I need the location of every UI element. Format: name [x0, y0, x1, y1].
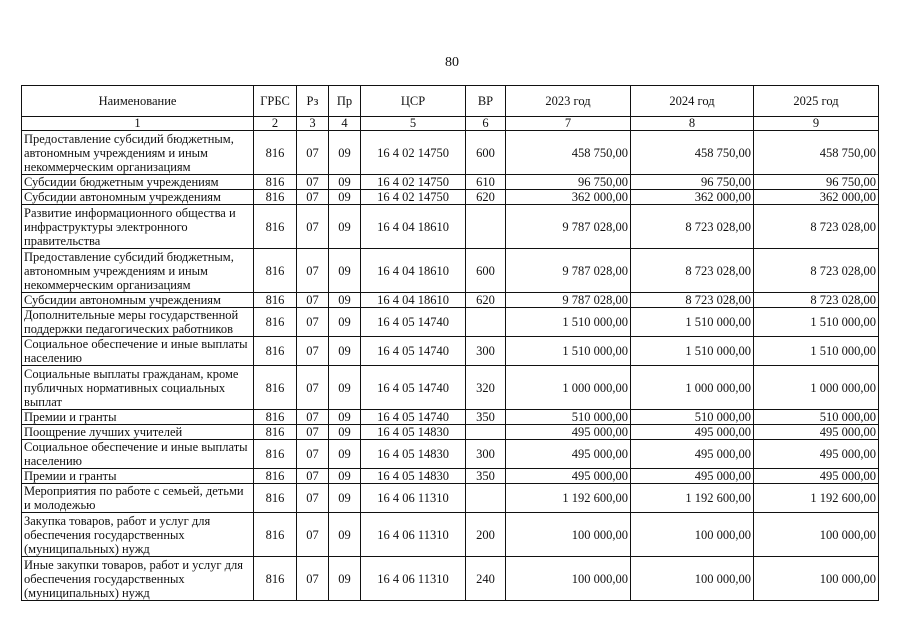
cell-vr: 200: [466, 513, 506, 557]
cell-2025: 495 000,00: [754, 440, 879, 469]
cell-2025: 495 000,00: [754, 425, 879, 440]
cell-csr: 16 4 06 11310: [361, 484, 466, 513]
header-2023: 2023 год: [506, 86, 631, 117]
cell-rz: 07: [297, 469, 329, 484]
cell-2024: 362 000,00: [631, 190, 754, 205]
column-index: 4: [329, 117, 361, 131]
cell-pr: 09: [329, 410, 361, 425]
cell-2025: 100 000,00: [754, 557, 879, 601]
cell-2024: 1 510 000,00: [631, 308, 754, 337]
cell-2024: 100 000,00: [631, 513, 754, 557]
cell-2023: 510 000,00: [506, 410, 631, 425]
cell-pr: 09: [329, 308, 361, 337]
cell-2023: 9 787 028,00: [506, 205, 631, 249]
cell-2024: 1 192 600,00: [631, 484, 754, 513]
header-vr: ВР: [466, 86, 506, 117]
cell-grbs: 816: [254, 425, 297, 440]
column-index: 1: [22, 117, 254, 131]
table-row: [22, 513, 879, 557]
cell-name: Мероприятия по работе с семьей, детьми и молодежью: [22, 484, 254, 513]
cell-name: Премии и гранты: [22, 410, 254, 425]
cell-2025: 8 723 028,00: [754, 293, 879, 308]
cell-grbs: 816: [254, 366, 297, 410]
header-pr: Пр: [329, 86, 361, 117]
cell-vr: [466, 484, 506, 513]
cell-2023: 1 192 600,00: [506, 484, 631, 513]
cell-csr: 16 4 05 14740: [361, 410, 466, 425]
header-grbs: ГРБС: [254, 86, 297, 117]
cell-name: Социальное обеспечение и иные выплаты населению: [22, 440, 254, 469]
cell-2023: 1 510 000,00: [506, 337, 631, 366]
cell-csr: 16 4 04 18610: [361, 249, 466, 293]
cell-rz: 07: [297, 190, 329, 205]
column-index: 9: [754, 117, 879, 131]
cell-2024: 8 723 028,00: [631, 293, 754, 308]
column-index: 5: [361, 117, 466, 131]
cell-vr: 620: [466, 293, 506, 308]
cell-2024: 96 750,00: [631, 175, 754, 190]
cell-2023: 9 787 028,00: [506, 249, 631, 293]
cell-vr: [466, 425, 506, 440]
cell-rz: 07: [297, 308, 329, 337]
cell-2023: 100 000,00: [506, 513, 631, 557]
cell-grbs: 816: [254, 410, 297, 425]
cell-vr: 600: [466, 249, 506, 293]
cell-csr: 16 4 05 14830: [361, 440, 466, 469]
cell-rz: 07: [297, 131, 329, 175]
budget-table: [21, 85, 879, 601]
cell-2023: 1 000 000,00: [506, 366, 631, 410]
cell-2024: 1 510 000,00: [631, 337, 754, 366]
cell-2023: 96 750,00: [506, 175, 631, 190]
cell-csr: 16 4 02 14750: [361, 190, 466, 205]
cell-csr: 16 4 04 18610: [361, 205, 466, 249]
column-index: 8: [631, 117, 754, 131]
column-index: 3: [297, 117, 329, 131]
header-rz: Рз: [297, 86, 329, 117]
table-row: [22, 190, 879, 205]
cell-2024: 495 000,00: [631, 425, 754, 440]
cell-grbs: 816: [254, 293, 297, 308]
cell-name: Дополнительные меры государственной поддержки педагогических работников: [22, 308, 254, 337]
cell-name: Социальные выплаты гражданам, кроме публичных нормативных социальных выплат: [22, 366, 254, 410]
cell-pr: 09: [329, 557, 361, 601]
cell-pr: 09: [329, 337, 361, 366]
cell-csr: 16 4 05 14740: [361, 366, 466, 410]
table-row: [22, 425, 879, 440]
cell-2024: 1 000 000,00: [631, 366, 754, 410]
cell-csr: 16 4 02 14750: [361, 131, 466, 175]
cell-2023: 362 000,00: [506, 190, 631, 205]
cell-pr: 09: [329, 175, 361, 190]
table-row: [22, 131, 879, 175]
cell-2024: 8 723 028,00: [631, 205, 754, 249]
cell-pr: 09: [329, 469, 361, 484]
cell-2025: 495 000,00: [754, 469, 879, 484]
cell-rz: 07: [297, 249, 329, 293]
cell-name: Иные закупки товаров, работ и услуг для обеспечения государственных (муниципальных) нужд: [22, 557, 254, 601]
cell-grbs: 816: [254, 513, 297, 557]
cell-name: Субсидии бюджетным учреждениям: [22, 175, 254, 190]
cell-2024: 100 000,00: [631, 557, 754, 601]
table-row: [22, 205, 879, 249]
cell-rz: 07: [297, 513, 329, 557]
cell-pr: 09: [329, 440, 361, 469]
cell-2024: 8 723 028,00: [631, 249, 754, 293]
cell-rz: 07: [297, 425, 329, 440]
cell-name: Закупка товаров, работ и услуг для обеспечения государственных (муниципальных) нужд: [22, 513, 254, 557]
cell-rz: 07: [297, 440, 329, 469]
cell-pr: 09: [329, 513, 361, 557]
cell-2024: 495 000,00: [631, 440, 754, 469]
column-index: 7: [506, 117, 631, 131]
cell-pr: 09: [329, 425, 361, 440]
cell-rz: 07: [297, 410, 329, 425]
cell-rz: 07: [297, 175, 329, 190]
cell-csr: 16 4 05 14740: [361, 337, 466, 366]
cell-rz: 07: [297, 484, 329, 513]
cell-2025: 458 750,00: [754, 131, 879, 175]
cell-name: Премии и гранты: [22, 469, 254, 484]
cell-2025: 1 510 000,00: [754, 308, 879, 337]
cell-2023: 9 787 028,00: [506, 293, 631, 308]
cell-vr: 300: [466, 337, 506, 366]
cell-name: Субсидии автономным учреждениям: [22, 190, 254, 205]
cell-2023: 495 000,00: [506, 425, 631, 440]
cell-pr: 09: [329, 293, 361, 308]
table-row: [22, 469, 879, 484]
cell-vr: 350: [466, 410, 506, 425]
cell-vr: 300: [466, 440, 506, 469]
cell-vr: 620: [466, 190, 506, 205]
cell-csr: 16 4 06 11310: [361, 557, 466, 601]
cell-csr: 16 4 05 14830: [361, 425, 466, 440]
cell-name: Предоставление субсидий бюджетным, автономным учреждениям и иным некоммерческим организациям: [22, 249, 254, 293]
cell-2025: 1 192 600,00: [754, 484, 879, 513]
cell-vr: [466, 205, 506, 249]
cell-2023: 1 510 000,00: [506, 308, 631, 337]
table-row: [22, 175, 879, 190]
cell-csr: 16 4 05 14830: [361, 469, 466, 484]
header-csr: ЦСР: [361, 86, 466, 117]
cell-vr: 610: [466, 175, 506, 190]
cell-grbs: 816: [254, 190, 297, 205]
cell-2023: 495 000,00: [506, 469, 631, 484]
cell-name: Предоставление субсидий бюджетным, автономным учреждениям и иным некоммерческим организациям: [22, 131, 254, 175]
cell-grbs: 816: [254, 469, 297, 484]
cell-rz: 07: [297, 557, 329, 601]
cell-csr: 16 4 04 18610: [361, 293, 466, 308]
table-row: [22, 440, 879, 469]
cell-rz: 07: [297, 293, 329, 308]
cell-name: Развитие информационного общества и инфраструктуры электронного правительства: [22, 205, 254, 249]
column-index-row: [22, 117, 879, 131]
cell-2025: 1 510 000,00: [754, 337, 879, 366]
table-row: [22, 484, 879, 513]
cell-2024: 510 000,00: [631, 410, 754, 425]
table-row: [22, 308, 879, 337]
cell-2025: 96 750,00: [754, 175, 879, 190]
header-2024: 2024 год: [631, 86, 754, 117]
cell-pr: 09: [329, 190, 361, 205]
header-2025: 2025 год: [754, 86, 879, 117]
table-row: [22, 293, 879, 308]
cell-vr: 600: [466, 131, 506, 175]
cell-name: Социальное обеспечение и иные выплаты населению: [22, 337, 254, 366]
header-name: Наименование: [22, 86, 254, 117]
cell-grbs: 816: [254, 484, 297, 513]
cell-grbs: 816: [254, 308, 297, 337]
cell-grbs: 816: [254, 337, 297, 366]
cell-vr: 320: [466, 366, 506, 410]
cell-2023: 458 750,00: [506, 131, 631, 175]
table-row: [22, 337, 879, 366]
cell-2024: 495 000,00: [631, 469, 754, 484]
cell-2025: 100 000,00: [754, 513, 879, 557]
cell-name: Субсидии автономным учреждениям: [22, 293, 254, 308]
cell-name: Поощрение лучших учителей: [22, 425, 254, 440]
cell-grbs: 816: [254, 205, 297, 249]
table-row: [22, 249, 879, 293]
cell-pr: 09: [329, 484, 361, 513]
cell-2023: 495 000,00: [506, 440, 631, 469]
cell-pr: 09: [329, 249, 361, 293]
column-index: 2: [254, 117, 297, 131]
cell-2024: 458 750,00: [631, 131, 754, 175]
table-row: [22, 410, 879, 425]
cell-grbs: 816: [254, 175, 297, 190]
cell-pr: 09: [329, 131, 361, 175]
cell-csr: 16 4 02 14750: [361, 175, 466, 190]
cell-grbs: 816: [254, 557, 297, 601]
table-row: [22, 557, 879, 601]
cell-2023: 100 000,00: [506, 557, 631, 601]
cell-grbs: 816: [254, 131, 297, 175]
page-number: 80: [445, 55, 459, 70]
column-index: 6: [466, 117, 506, 131]
cell-rz: 07: [297, 205, 329, 249]
table-row: [22, 366, 879, 410]
cell-grbs: 816: [254, 249, 297, 293]
cell-2025: 362 000,00: [754, 190, 879, 205]
cell-pr: 09: [329, 366, 361, 410]
cell-2025: 8 723 028,00: [754, 249, 879, 293]
cell-vr: [466, 308, 506, 337]
table-header-row: [22, 86, 879, 117]
cell-pr: 09: [329, 205, 361, 249]
cell-2025: 1 000 000,00: [754, 366, 879, 410]
cell-csr: 16 4 05 14740: [361, 308, 466, 337]
cell-vr: 350: [466, 469, 506, 484]
cell-2025: 510 000,00: [754, 410, 879, 425]
cell-2025: 8 723 028,00: [754, 205, 879, 249]
cell-vr: 240: [466, 557, 506, 601]
cell-rz: 07: [297, 366, 329, 410]
cell-csr: 16 4 06 11310: [361, 513, 466, 557]
cell-grbs: 816: [254, 440, 297, 469]
cell-rz: 07: [297, 337, 329, 366]
